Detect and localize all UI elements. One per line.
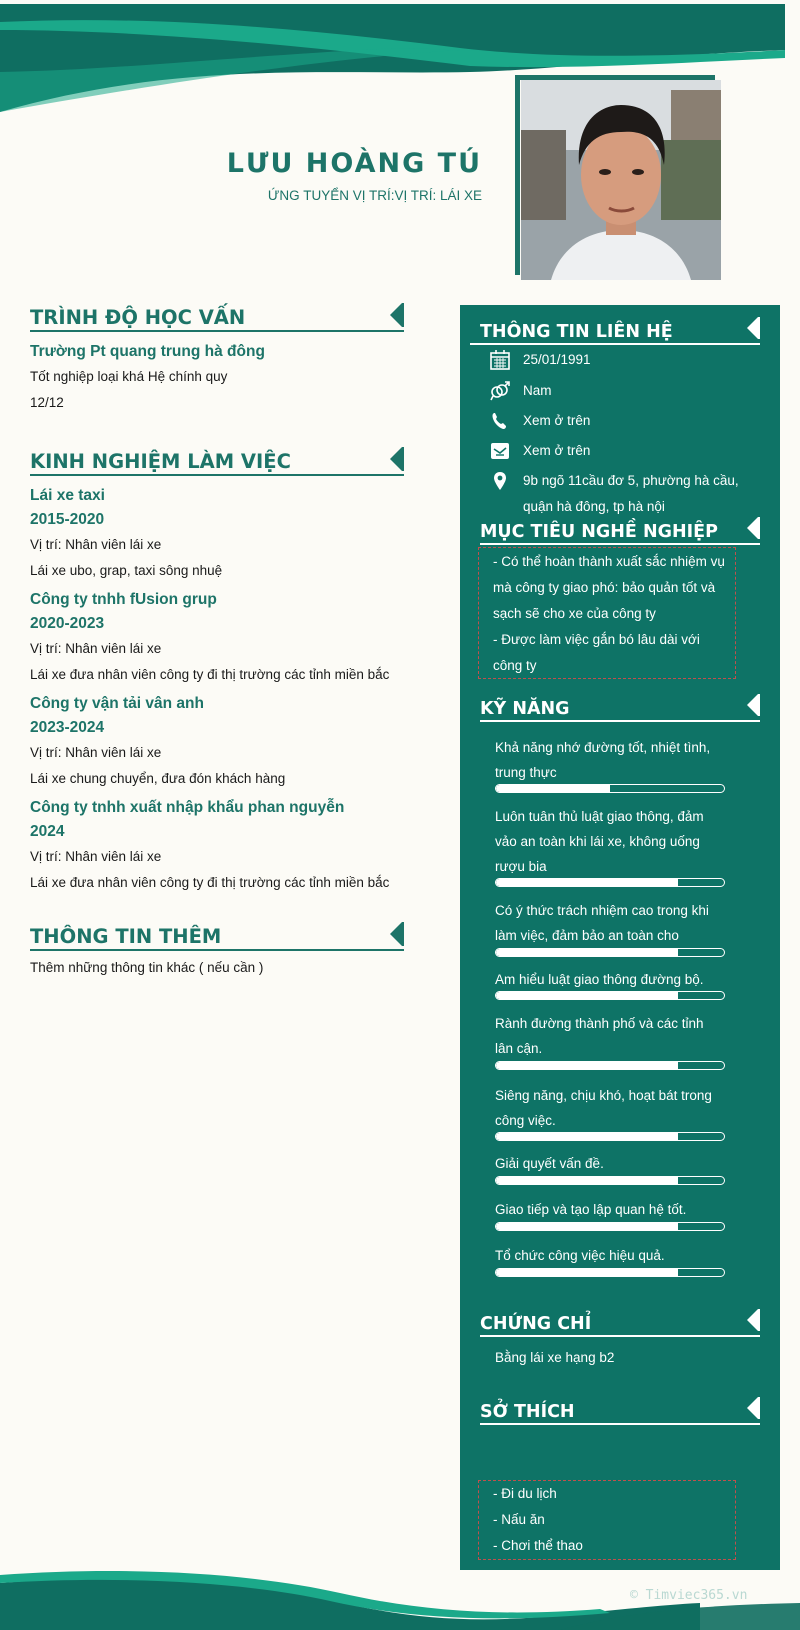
section-header (480, 513, 760, 545)
skill-item (495, 1197, 725, 1222)
objective-line: - Có thể hoàn thành xuất sắc nhiệm vụ (493, 554, 725, 569)
skill-text: Rành đường thành phố và các tỉnh (495, 1016, 704, 1031)
section-header (30, 444, 404, 476)
objective-section (480, 513, 760, 545)
section-title: MỤC TIÊU NGHỀ NGHIỆP (480, 522, 718, 542)
work-period: 2020-2023 (30, 615, 105, 632)
skill-item (495, 1151, 725, 1176)
certificates-section (480, 1305, 760, 1337)
job-description: Lái xe đưa nhân viên công ty đi thị trường các tỉnh miền bắc (30, 667, 390, 682)
job-description: Lái xe ubo, grap, taxi sông nhuệ (30, 563, 223, 578)
skill-level-bar (495, 948, 725, 957)
skill-item (495, 1011, 725, 1061)
gender-icon (490, 381, 510, 401)
job-role: Vị trí: Nhân viên lái xe (30, 849, 162, 864)
skill-level-bar (495, 991, 725, 1000)
objective-box (478, 547, 736, 679)
skill-text: Khả năng nhớ đường tốt, nhiệt tình, (495, 740, 711, 755)
certificate-text: Bằng lái xe hạng b2 (495, 1350, 615, 1365)
company-name: Lái xe taxi (30, 487, 105, 504)
triangle-marker-icon (747, 317, 758, 339)
section-title: THÔNG TIN LIÊN HỆ (480, 322, 673, 342)
triangle-marker-icon (390, 922, 402, 946)
section-header (30, 919, 404, 951)
skill-text: Có ý thức trách nhiệm cao trong khi (495, 903, 709, 918)
work-period: 2015-2020 (30, 511, 105, 528)
skill-text: Siêng năng, chịu khó, hoạt bát trong (495, 1088, 712, 1103)
triangle-marker-icon (747, 1309, 758, 1331)
company-name: Công ty vận tải vân anh (30, 695, 204, 712)
experience-section (30, 444, 404, 896)
work-period: 2024 (30, 823, 65, 840)
candidate-name: LƯU HOÀNG TÚ (226, 148, 482, 179)
address-line: 9b ngõ 11cầu đơ 5, phường hà cầu, (523, 473, 739, 488)
education-detail: Tốt nghiệp loại khá Hệ chính quy (30, 369, 228, 384)
education-grade: 12/12 (30, 395, 64, 410)
experience-item (30, 692, 404, 792)
skill-level-bar (495, 1176, 725, 1185)
extra-info-section (30, 919, 404, 981)
triangle-marker-icon (390, 303, 402, 327)
job-description: Lái xe chung chuyển, đưa đón khách hàng (30, 771, 286, 786)
email-value: Xem ở trên (523, 443, 591, 458)
triangle-marker-icon (747, 1397, 758, 1419)
school-name: Trường Pt quang trung hà đông (30, 343, 265, 360)
hobby-item: - Chơi thể thao (493, 1538, 583, 1553)
email-icon (490, 441, 510, 461)
skill-item (495, 967, 725, 992)
birthday-value: 25/01/1991 (523, 352, 591, 367)
job-description: Lái xe đưa nhân viên công ty đi thị trường các tỉnh miền bắc (30, 875, 390, 890)
skill-text: Giao tiếp và tạo lập quan hệ tốt. (495, 1202, 687, 1217)
triangle-marker-icon (390, 447, 402, 471)
section-title: KINH NGHIỆM LÀM VIỆC (30, 450, 291, 473)
job-role: Vị trí: Nhân viên lái xe (30, 745, 162, 760)
phone-icon (490, 411, 510, 431)
skill-item (495, 898, 725, 948)
applied-position: ỨNG TUYỂN VỊ TRÍ:VỊ TRÍ: LÁI XE (267, 188, 482, 203)
triangle-marker-icon (747, 517, 758, 539)
section-header (470, 305, 760, 345)
job-role: Vị trí: Nhân viên lái xe (30, 537, 162, 552)
education-section (30, 300, 404, 416)
skill-level-bar (495, 1132, 725, 1141)
gender-value: Nam (523, 383, 552, 398)
section-header (480, 690, 760, 722)
skill-level-bar (495, 1061, 725, 1070)
profile-photo-frame (515, 75, 719, 280)
job-role: Vị trí: Nhân viên lái xe (30, 641, 162, 656)
section-header (480, 1305, 760, 1337)
skill-item (495, 735, 725, 785)
skill-text: công việc. (495, 1113, 556, 1128)
skill-level-bar (495, 1268, 725, 1277)
objective-line: công ty (493, 658, 537, 673)
hobby-item: - Đi du lịch (493, 1486, 557, 1501)
profile-photo (521, 80, 721, 280)
triangle-marker-icon (747, 694, 758, 716)
section-title: CHỨNG CHỈ (480, 1314, 592, 1334)
company-name: Công ty tnhh xuất nhập khẩu phan nguyễn (30, 799, 345, 816)
watermark-text: © Timviec365.vn (630, 1588, 748, 1603)
sidebar-panel (460, 305, 780, 1570)
skill-item (495, 804, 725, 879)
skill-level-bar (495, 1222, 725, 1231)
skill-text: vảo an toàn khi lái xe, không uống (495, 834, 700, 849)
objective-line: mà công ty giao phó: bảo quản tốt và (493, 580, 716, 595)
skill-text: trung thực (495, 765, 557, 780)
hobbies-box (478, 1480, 736, 1560)
skill-text: Am hiểu luật giao thông đường bộ. (495, 972, 704, 987)
skill-level-bar (495, 784, 725, 793)
experience-item (30, 484, 404, 584)
skill-item (495, 1243, 725, 1268)
location-pin-icon (490, 471, 510, 491)
section-title: THÔNG TIN THÊM (30, 925, 222, 948)
section-title: KỸ NĂNG (480, 699, 570, 719)
address-line: quận hà đông, tp hà nội (523, 499, 665, 514)
skill-item (495, 1083, 725, 1133)
section-header (30, 300, 404, 332)
company-name: Công ty tnhh fUsion grup (30, 591, 217, 608)
hobby-item: - Nấu ăn (493, 1512, 545, 1527)
hobbies-section (480, 1393, 760, 1425)
skills-section (480, 690, 760, 722)
skill-level-bar (495, 878, 725, 887)
skill-text: rượu bia (495, 859, 547, 874)
objective-line: - Được làm việc gắn bó lâu dài với (493, 632, 700, 647)
skill-text: làm việc, đảm bảo an toàn cho (495, 928, 679, 943)
skill-text: lân cận. (495, 1041, 543, 1056)
experience-item (30, 796, 404, 896)
skill-text: Tổ chức công việc hiệu quả. (495, 1248, 665, 1263)
work-period: 2023-2024 (30, 719, 105, 736)
section-title: TRÌNH ĐỘ HỌC VẤN (30, 306, 246, 329)
contact-section (470, 305, 760, 345)
objective-line: sạch sẽ cho xe của công ty (493, 606, 656, 621)
experience-item (30, 588, 404, 688)
extra-info-text: Thêm những thông tin khác ( nếu cần ) (30, 960, 264, 975)
skill-text: Luôn tuân thủ luật giao thông, đảm (495, 809, 704, 824)
phone-value: Xem ở trên (523, 413, 591, 428)
photo-accent-bar (515, 75, 520, 275)
skill-text: Giải quyết vấn đề. (495, 1156, 604, 1171)
calendar-icon (490, 350, 510, 370)
section-header (480, 1393, 760, 1425)
section-title: SỞ THÍCH (480, 1402, 575, 1422)
